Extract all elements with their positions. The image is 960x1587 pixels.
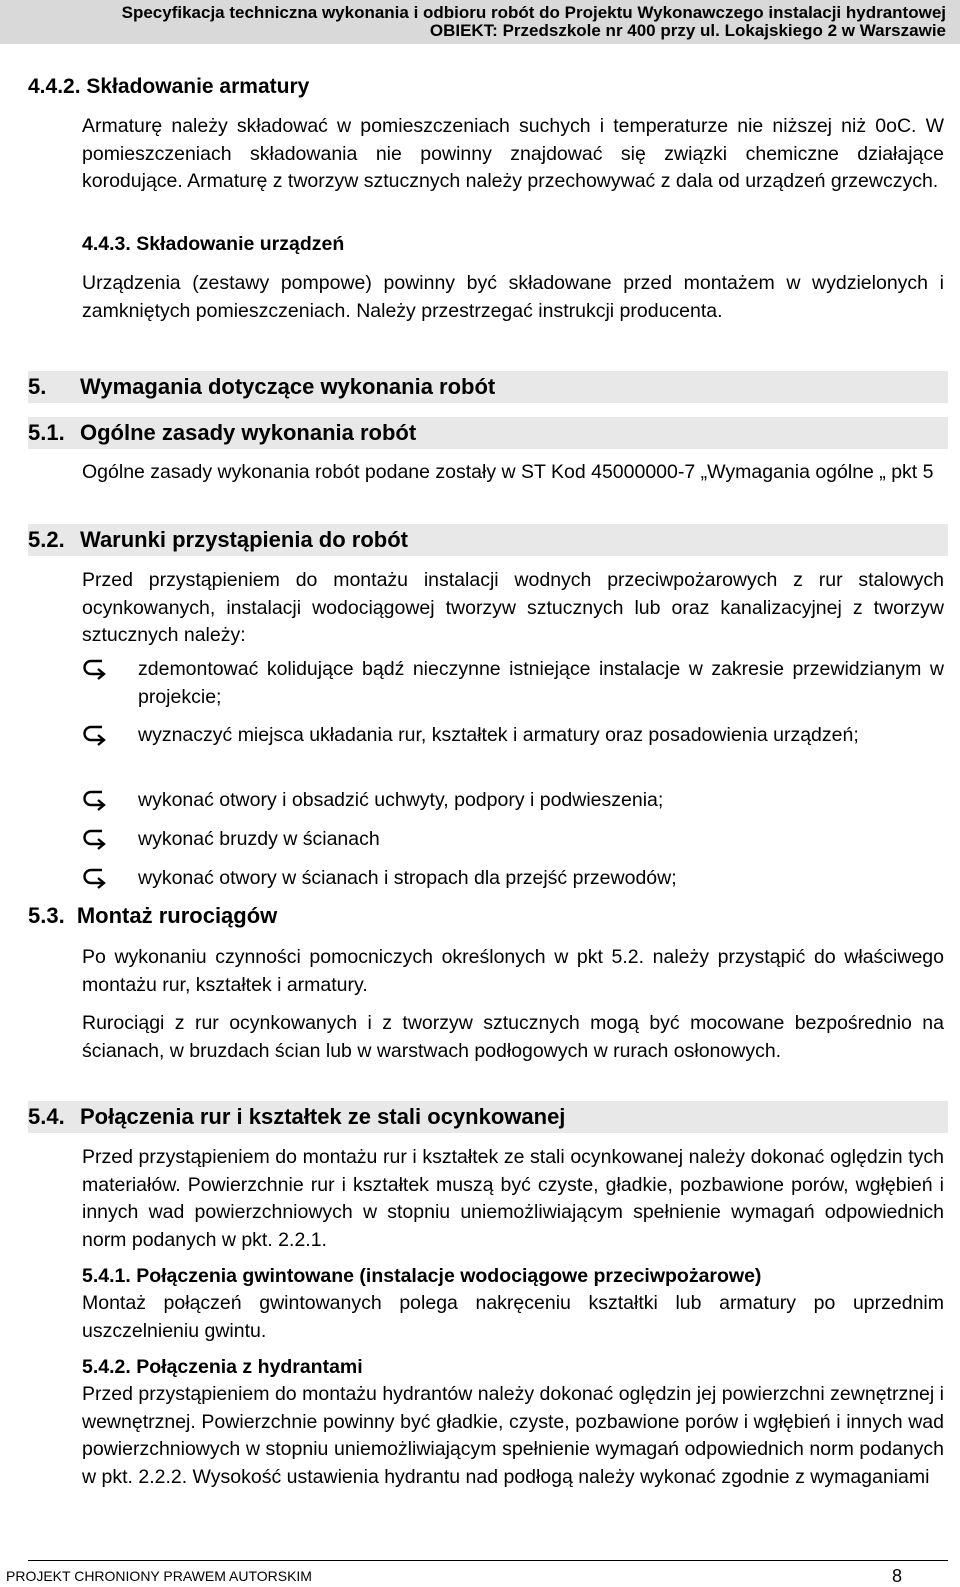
section-5-4-heading — [28, 1101, 948, 1133]
paragraph-5-3-a: Po wykonaniu czynności pomocniczych określonych w pkt 5.2. należy przystąpić do właściwego montażu rur, kształtek i armatury. — [82, 946, 944, 996]
paragraph-5-4: Przed przystąpieniem do montażu rur i kształtek ze stali ocynkowanej należy dokonać oględzin tych materiałów. Powierzchnie rur i kształtek muszą być czyste, gładkie, pozbawione porów, wgłębień i innych wad powierzchniowych w stopniu uniemożliwiającym spełnienie wymagań odpowiednich norm podanych w pkt. 2.2.1. — [82, 1146, 944, 1251]
paragraph-5-4-2: Przed przystąpieniem do montażu hydrantów należy dokonać oględzin jej powierzchni zewnętrznej i wewnętrznej. Powierzchnie powinny być gładkie, czyste, pozbawione porów i wgłębień i innych wad powierzchniowych w stopniu uniemożliwiającym spełnienie wymagań odpowiednich norm podanych w pkt. 2.2.2. Wysokość ustawienia hydrantu nad podłogą należy wykonać zgodnie z wymaganiami — [82, 1383, 944, 1488]
paragraph-5-2: Przed przystąpieniem do montażu instalacji wodnych przeciwpożarowych z rur stalowych ocynkowanych, instalacji wodociągowej tworzyw sztucznych lub oraz kanalizacyjnej z tworzyw sztucznych należy: — [82, 569, 944, 646]
page-header — [0, 0, 960, 44]
header-title: Specyfikacja techniczna wykonania i odbioru robót do Projektu Wykonawczego instalacji hydrantowej — [121, 3, 946, 22]
section-5-4-title: Połączenia rur i kształtek ze stali ocynkowanej — [80, 1104, 566, 1129]
section-5-1-title: Ogólne zasady wykonania robót — [80, 420, 417, 445]
section-5-1-number: 5.1. — [28, 420, 65, 445]
section-5-3-heading — [28, 903, 277, 929]
list-item-text: wyznaczyć miejsca układania rur, kształtek i armatury oraz posadowienia urządzeń; — [138, 724, 859, 746]
list-item-text: wykonać otwory w ścianach i stropach dla przejść przewodów; — [138, 867, 677, 889]
hook-arrow-icon — [82, 787, 108, 814]
section-5-4-number: 5.4. — [28, 1104, 65, 1129]
section-5-number: 5. — [28, 374, 47, 399]
list-item-text: wykonać bruzdy w ścianach — [138, 828, 380, 850]
hook-arrow-icon — [82, 826, 108, 853]
footer-copyright: PROJEKT CHRONIONY PRAWEM AUTORSKIM — [6, 1568, 312, 1584]
paragraph-4-4-3: Urządzenia (zestawy pompowe) powinny być składowane przed montażem w wydzielonych i zamkniętych pomieszczeniach. Należy przestrzegać instrukcji producenta. — [82, 272, 944, 322]
hook-arrow-icon — [82, 865, 108, 892]
section-5-2-title: Warunki przystąpienia do robót — [80, 527, 408, 552]
header-object: OBIEKT: Przedszkole nr 400 przy ul. Lokajskiego 2 w Warszawie — [429, 21, 946, 40]
heading-5-4-1: 5.4.1. Połączenia gwintowane (instalacje wodociągowe przeciwpożarowe) — [82, 1265, 762, 1287]
heading-4-4-2: 4.4.2. Składowanie armatury — [28, 75, 310, 98]
section-5-3-title: Montaż rurociągów — [76, 903, 278, 928]
section-5-3-number: 5.3. — [28, 903, 65, 928]
paragraph-5-4-1: Montaż połączeń gwintowanych polega nakręceniu kształtki lub armatury po uprzednim uszczelnieniu gwintu. — [82, 1292, 944, 1342]
section-5-2-heading — [28, 524, 948, 556]
section-5-heading — [28, 371, 948, 403]
section-5-title: Wymagania dotyczące wykonania robót — [80, 374, 496, 399]
section-5-1-heading — [28, 417, 948, 449]
paragraph-4-4-2: Armaturę należy składować w pomieszczeniach suchych i temperaturze nie niższej niż 0oC. W pomieszczeniach składowania nie powinny znajdować się związki chemiczne działające korodujące. Armaturę z tworzyw sztucznych należy przechowywać z dala od urządzeń grzewczych. — [82, 115, 944, 192]
list-item-text: zdemontować kolidujące bądź nieczynne istniejące instalacje w zakresie przewidzianym w projekcie; — [138, 658, 944, 708]
list-item-text: wykonać otwory i obsadzić uchwyty, podpory i podwieszenia; — [138, 789, 664, 811]
heading-5-4-2: 5.4.2. Połączenia z hydrantami — [82, 1356, 363, 1378]
page-number: 8 — [891, 1566, 902, 1586]
paragraph-5-3-b: Rurociągi z rur ocynkowanych i z tworzyw sztucznych mogą być mocowane bezpośrednio na ścianach, w bruzdach ścian lub w warstwach podłogowych w rurach osłonowych. — [82, 1012, 944, 1062]
paragraph-5-1: Ogólne zasady wykonania robót podane zostały w ST Kod 45000000-7 „Wymagania ogólne „ pkt 5 — [82, 461, 934, 483]
section-5-2-number: 5.2. — [28, 527, 65, 552]
hook-arrow-icon — [82, 656, 108, 683]
heading-4-4-3: 4.4.3. Składowanie urządzeń — [82, 233, 345, 255]
footer-divider — [28, 1560, 948, 1561]
hook-arrow-icon — [82, 722, 108, 749]
